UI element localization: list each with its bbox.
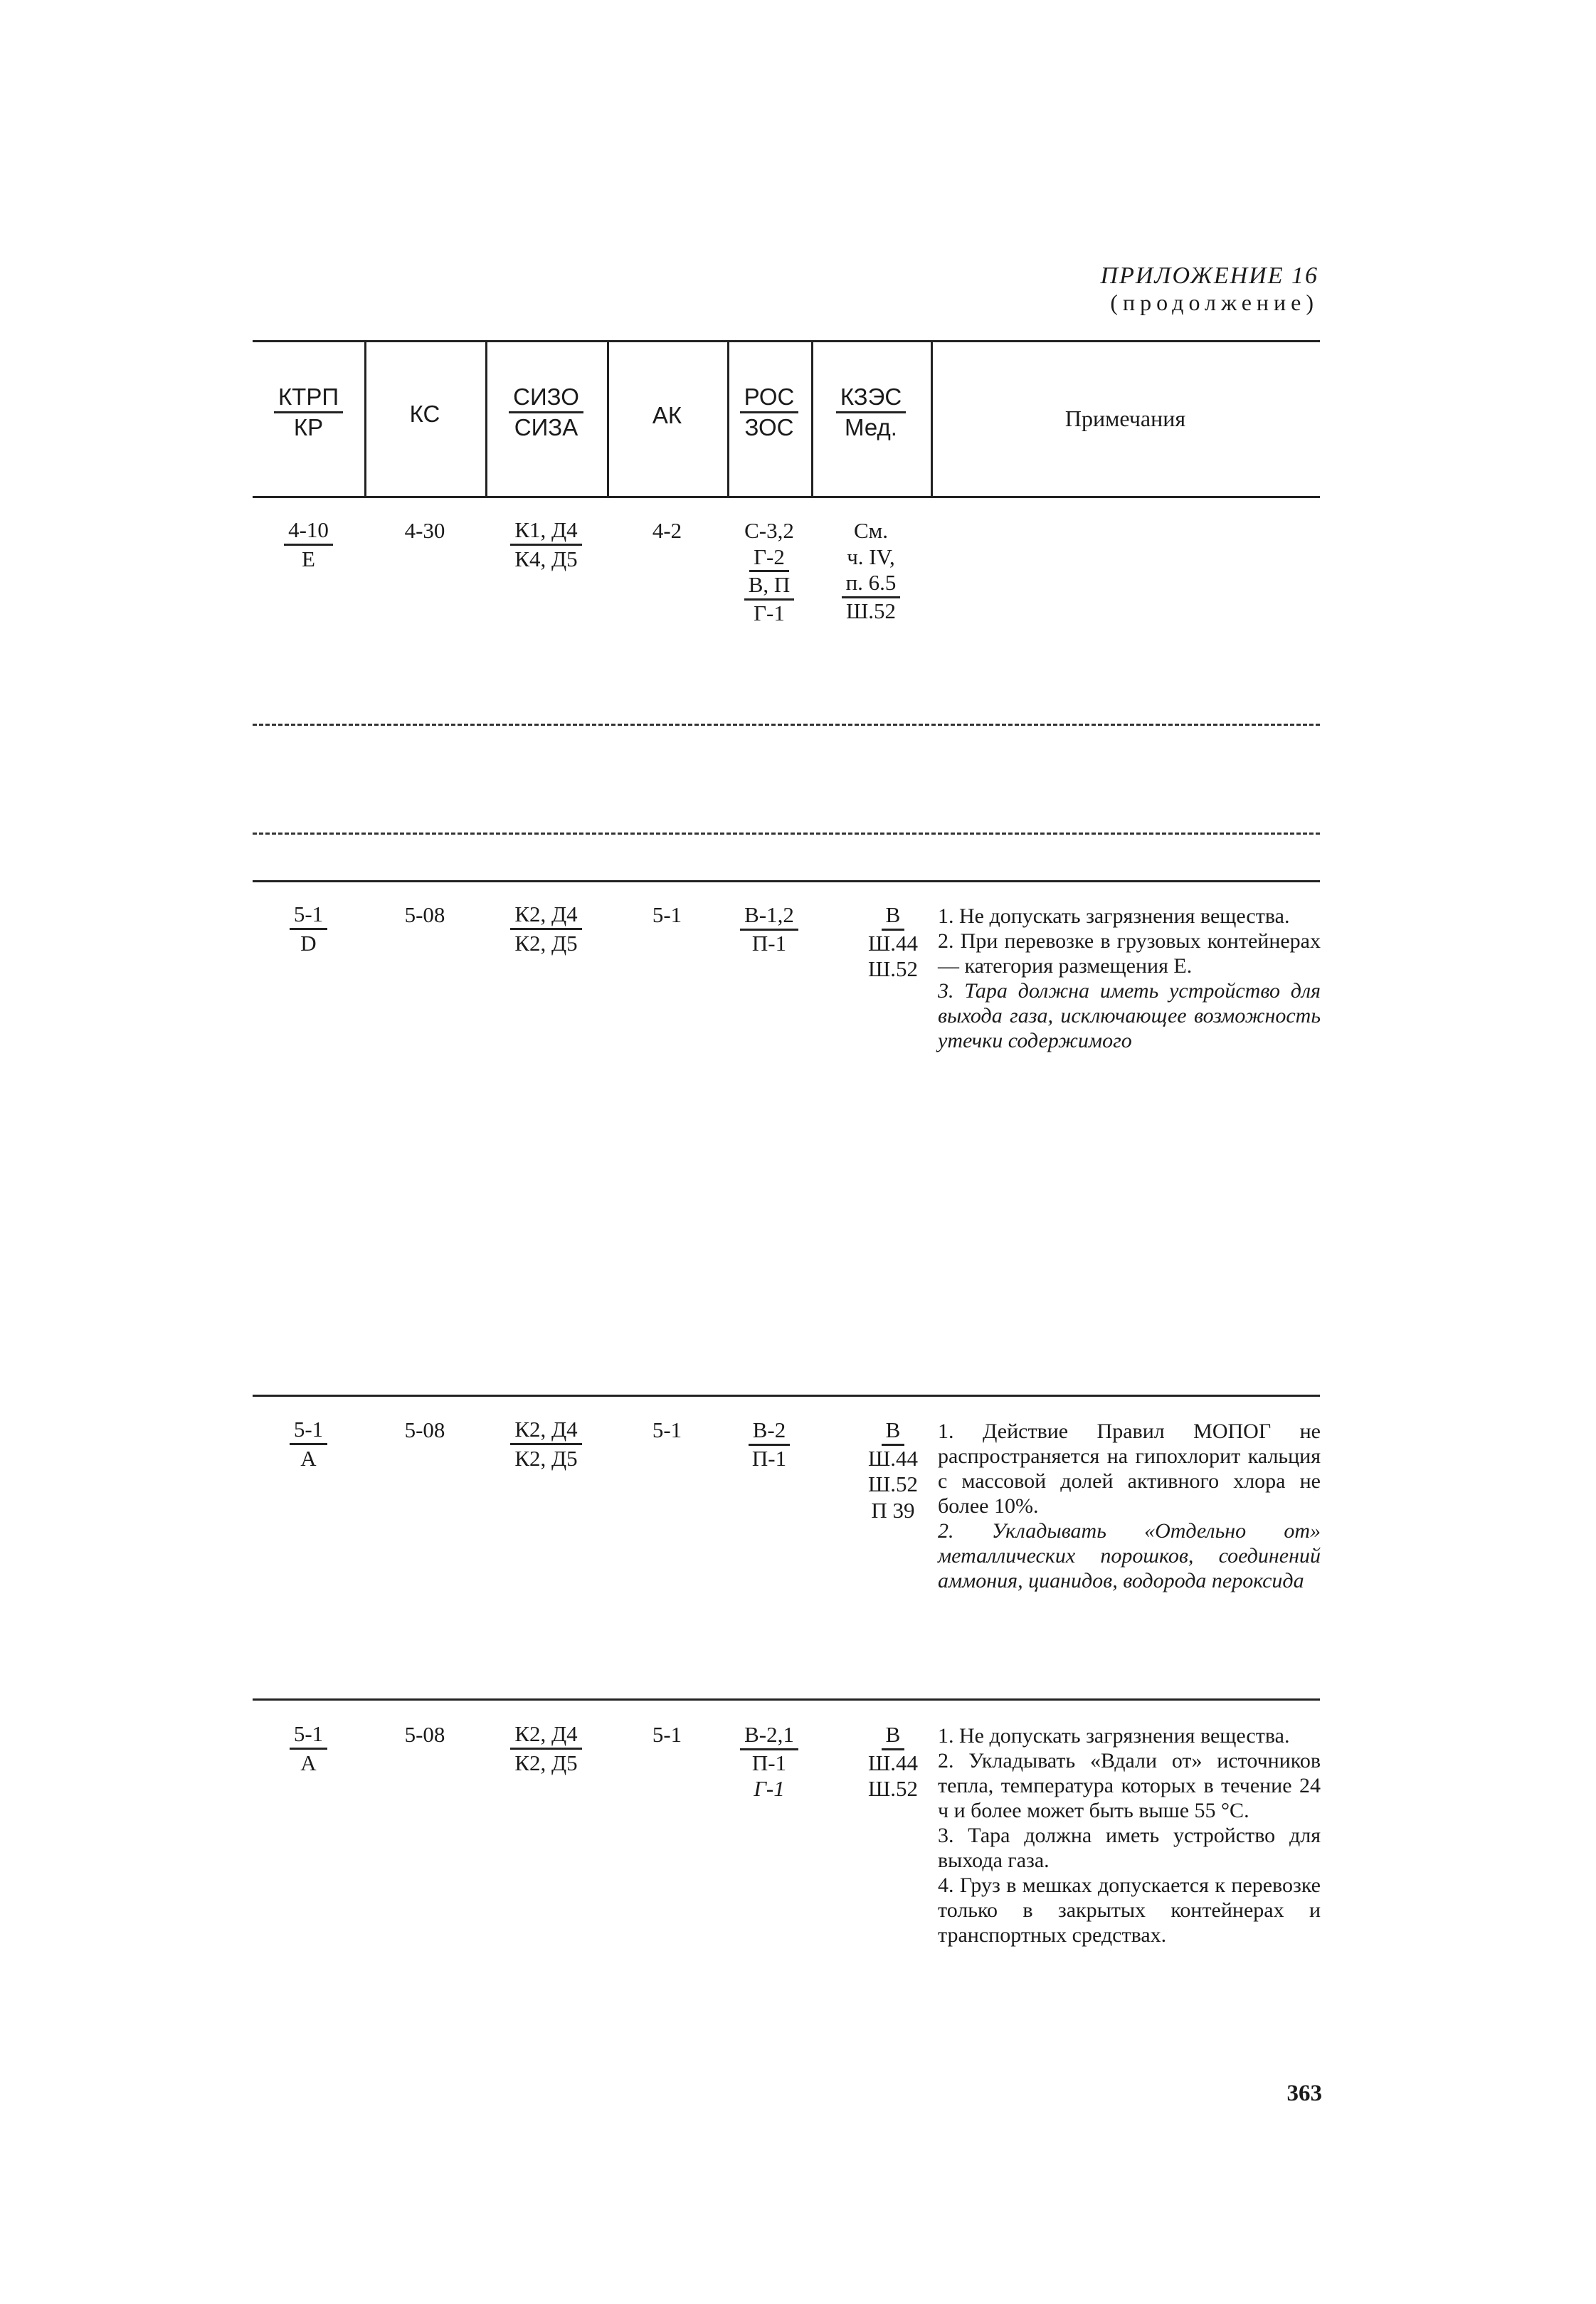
header-notes: Примечания	[1064, 406, 1186, 431]
header-kzes: КЗЭС	[836, 384, 906, 413]
note-item: 1. Не допускать загрязнения вещества.	[938, 1724, 1290, 1748]
row4-ktrp-kr: $\frac{5-1}{А}$	[253, 1722, 364, 1777]
row3-ros-zos: В-2 П-1	[727, 1417, 811, 1471]
header-ktrp-kr	[253, 384, 364, 441]
note-item: 1. Действие Правил МОПОГ не распространяется на гипохлорит кальция с массовой долей активного хлора не более 10%.	[938, 1420, 1321, 1518]
row2-ros-zos: В-1,2 П-1	[727, 902, 811, 956]
header-ak: АК	[652, 402, 682, 428]
appendix-title: ПРИЛОЖЕНИЕ 16	[1100, 263, 1318, 289]
row-rule	[253, 880, 1320, 882]
row1-ks: 4-30	[404, 518, 445, 543]
appendix-header	[1101, 262, 1318, 316]
row2-ktrp-kr: $\frac{5-1}{D}$	[253, 902, 364, 957]
row2-kzes-med: В Ш.44 Ш.52	[867, 902, 919, 982]
row-rule	[253, 1395, 1320, 1397]
header-siza: СИЗА	[514, 414, 578, 441]
table-top-rule	[253, 340, 1320, 342]
row2-sizo-siza: $\frac{К2, Д4}{К2, Д5}$	[485, 902, 607, 957]
row2-notes	[938, 904, 1321, 1053]
row-rule	[253, 1698, 1320, 1701]
note-item: 3. Тара должна иметь устройство для выхода газа, исключающее возможность утечки содержимого	[938, 979, 1321, 1052]
row1-ros-zos: С-3,2 Г-2 В, П Г-1	[744, 518, 794, 625]
row2-ks: 5-08	[404, 902, 445, 927]
header-kzes-med	[811, 384, 931, 441]
row1-ak: 4-2	[652, 518, 682, 543]
header-ks: КС	[409, 401, 440, 427]
row4-kzes-med: В Ш.44 Ш.52	[867, 1722, 919, 1802]
header-ktrp: КТРП	[274, 384, 343, 413]
row1-sizo-siza: $\frac{К1, Д4}{К4, Д5}$	[485, 518, 607, 573]
row4-sizo-siza: $\frac{К2, Д4}{К2, Д5}$	[485, 1722, 607, 1777]
row3-ks: 5-08	[404, 1417, 445, 1442]
note-item: 2. Укладывать «Вдали от» источников тепла, температура которых в течение 24 ч и более может быть выше 55 °С.	[938, 1749, 1321, 1822]
note-item: 3. Тара должна иметь устройство для выхода газа.	[938, 1824, 1321, 1872]
separator-rule	[253, 724, 1320, 726]
row3-kzes-med: В Ш.44 Ш.52 П 39	[867, 1417, 919, 1523]
header-ros-zos	[727, 384, 811, 441]
header-med: Мед.	[845, 414, 897, 441]
header-zos: ЗОС	[744, 414, 794, 441]
row3-ak: 5-1	[652, 1417, 682, 1442]
row4-notes	[938, 1723, 1321, 1948]
header-bottom-rule	[253, 496, 1320, 498]
separator-rule	[253, 833, 1320, 835]
note-item: 2. Укладывать «Отдельно от» металлических порошков, соединений аммония, цианидов, водорода пероксида	[938, 1519, 1321, 1592]
note-item: 1. Не допускать загрязнения вещества.	[938, 904, 1290, 928]
row4-ros-zos: В-2,1 П-1 Г-1	[727, 1722, 811, 1802]
row1-ktrp-kr: $\frac{4-10}{Е}$	[253, 518, 364, 573]
header-sizo: СИЗО	[509, 384, 583, 413]
note-item: 4. Груз в мешках допускается к перевозке только в закрытых контейнерах и транспортных средствах.	[938, 1874, 1321, 1947]
header-sizo-siza	[485, 384, 607, 441]
note-item: 2. При перевозке в грузовых контейнерах — категория размещения Е.	[938, 929, 1321, 978]
appendix-subtitle: (продолжение)	[1110, 290, 1318, 316]
row4-ak: 5-1	[652, 1722, 682, 1747]
page-number: 363	[1286, 2081, 1322, 2106]
row2-ak: 5-1	[652, 902, 682, 927]
row3-ktrp-kr: $\frac{5-1}{А}$	[253, 1417, 364, 1472]
header-kr: КР	[293, 414, 324, 441]
header-ros: РОС	[740, 384, 799, 413]
row1-kzes-med: См. ч. IV, п. 6.5 Ш.52	[811, 518, 931, 624]
row4-ks: 5-08	[404, 1722, 445, 1747]
row3-notes	[938, 1419, 1321, 1593]
row3-sizo-siza: $\frac{К2, Д4}{К2, Д5}$	[485, 1417, 607, 1472]
